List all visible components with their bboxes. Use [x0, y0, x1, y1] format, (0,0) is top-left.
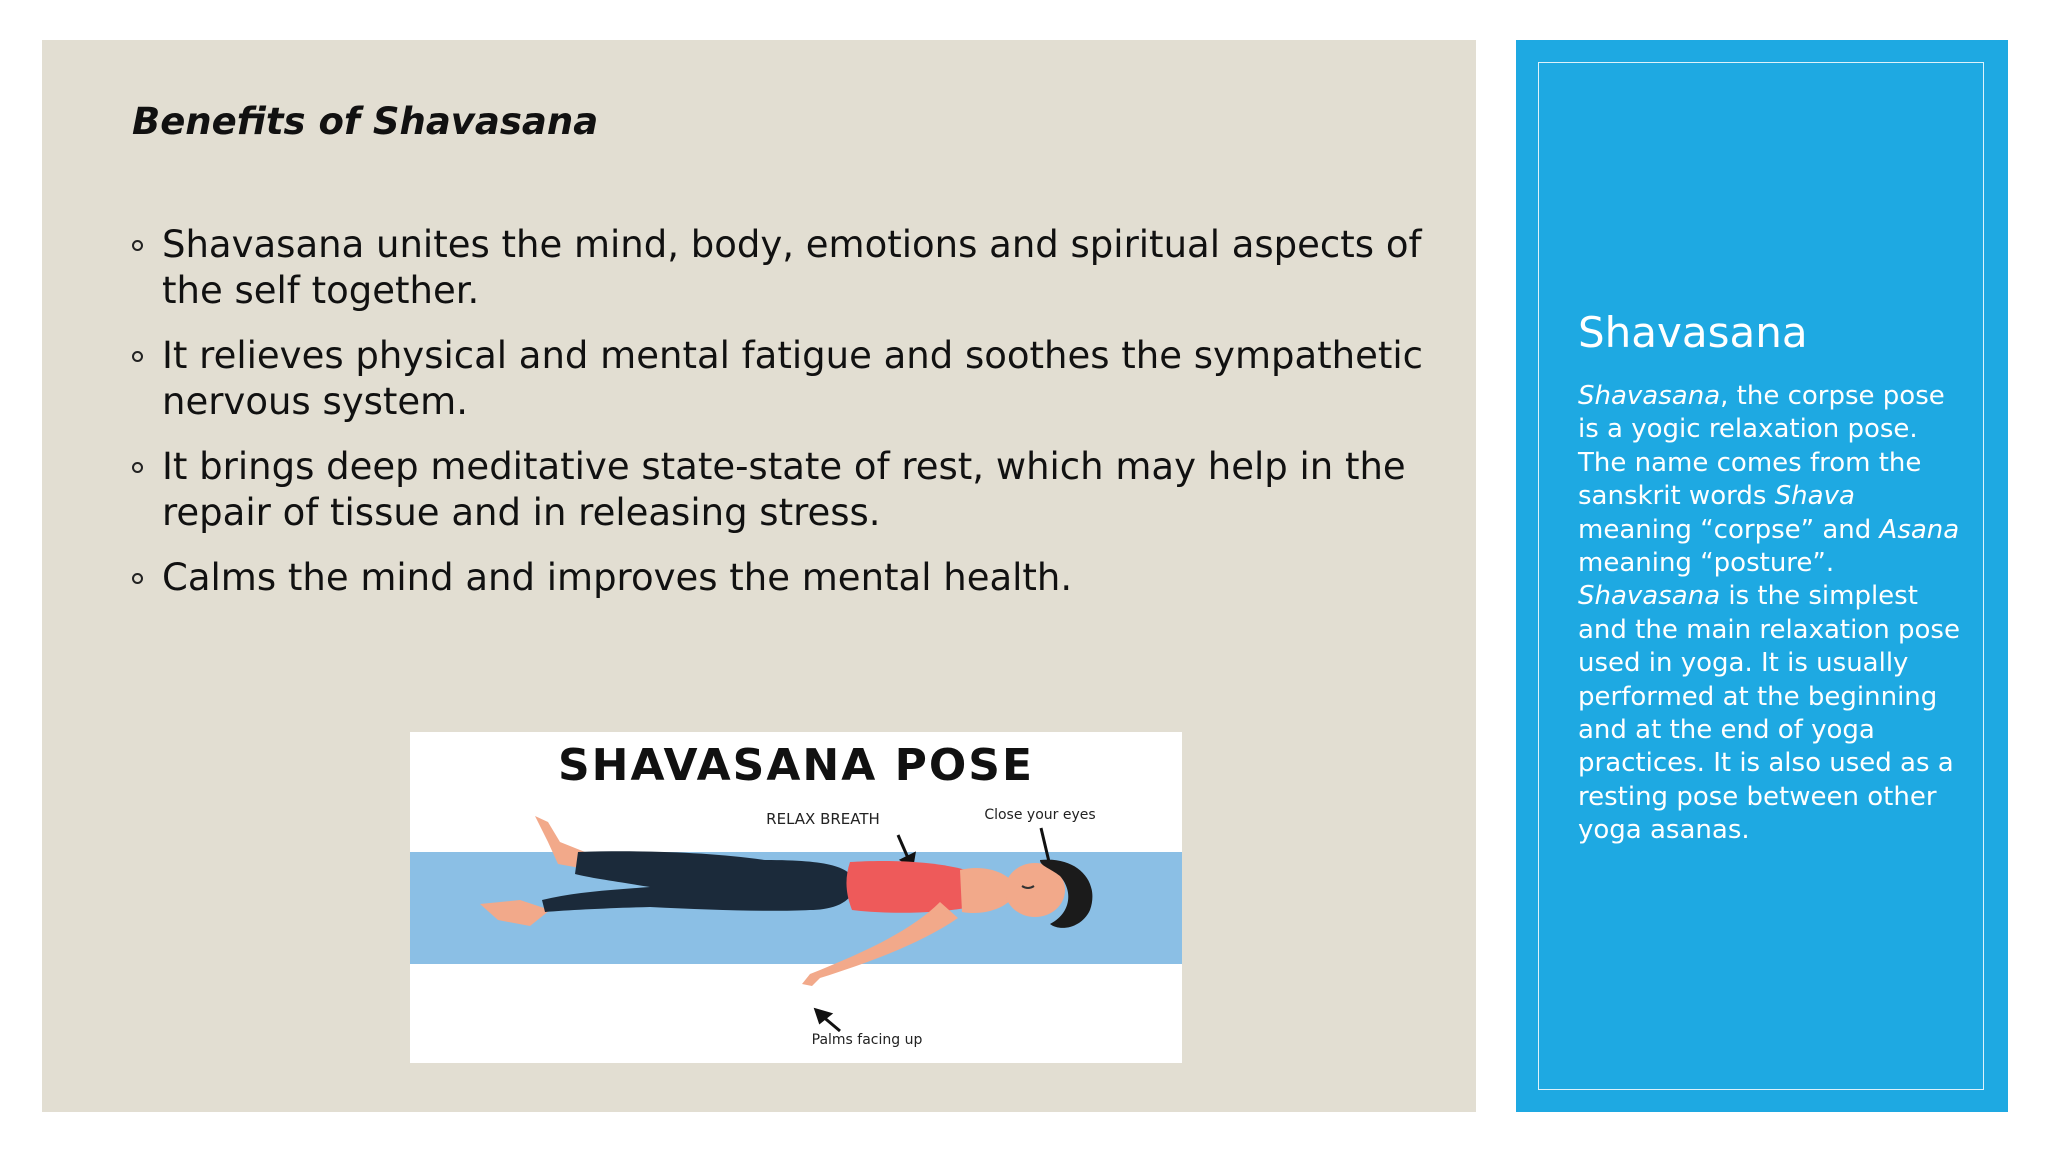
italic-term: Shavasana — [1578, 581, 1721, 612]
relax-breath-label: RELAX BREATH — [766, 810, 880, 828]
italic-term: Asana — [1879, 514, 1960, 545]
palms-label: Palms facing up — [811, 1032, 923, 1048]
circle-bullet-icon — [132, 240, 143, 251]
bullet-text: Shavasana unites the mind, body, emotions and spiritual aspects of the self together. — [162, 223, 1422, 312]
bullet-text: It relieves physical and mental fatigue and soothes the sympathetic nervous system. — [162, 334, 1423, 423]
circle-bullet-icon — [132, 573, 143, 584]
list-item — [132, 555, 1452, 601]
italic-term: Shava — [1774, 481, 1855, 512]
bullet-text: Calms the mind and improves the mental health. — [162, 556, 1073, 599]
benefits-list — [132, 222, 1452, 620]
description-text: is the simplest and the main relaxation pose used in yoga. It is usually performed at the beginning and at the end of yoga practices. It is also used as a resting pose between other yoga asanas. — [1578, 581, 1960, 846]
circle-bullet-icon — [132, 462, 143, 473]
italic-term: Shavasana — [1578, 381, 1721, 411]
description-text: , the corpse pose is a yogic relaxation pose. The name comes from the sanskrit words — [1578, 381, 1945, 512]
description-panel — [1516, 40, 2008, 1112]
side-title: Shavasana — [1578, 308, 1808, 357]
list-item — [132, 222, 1452, 314]
list-item — [132, 444, 1452, 536]
side-description — [1578, 380, 1970, 848]
description-text: meaning “corpse” and — [1578, 514, 1880, 545]
bullet-text: It brings deep meditative state-state of rest, which may help in the repair of tissue and in releasing stress. — [162, 445, 1406, 534]
shavasana-pose-illustration — [410, 732, 1182, 1063]
slide-title: Benefits of Shavasana — [132, 100, 599, 143]
figure-heading: SHAVASANA POSE — [557, 740, 1035, 791]
list-item — [132, 333, 1452, 425]
content-panel — [42, 40, 1476, 1112]
close-eyes-label: Close your eyes — [984, 807, 1096, 823]
circle-bullet-icon — [132, 351, 143, 362]
description-text: meaning “posture”. — [1578, 548, 1835, 579]
